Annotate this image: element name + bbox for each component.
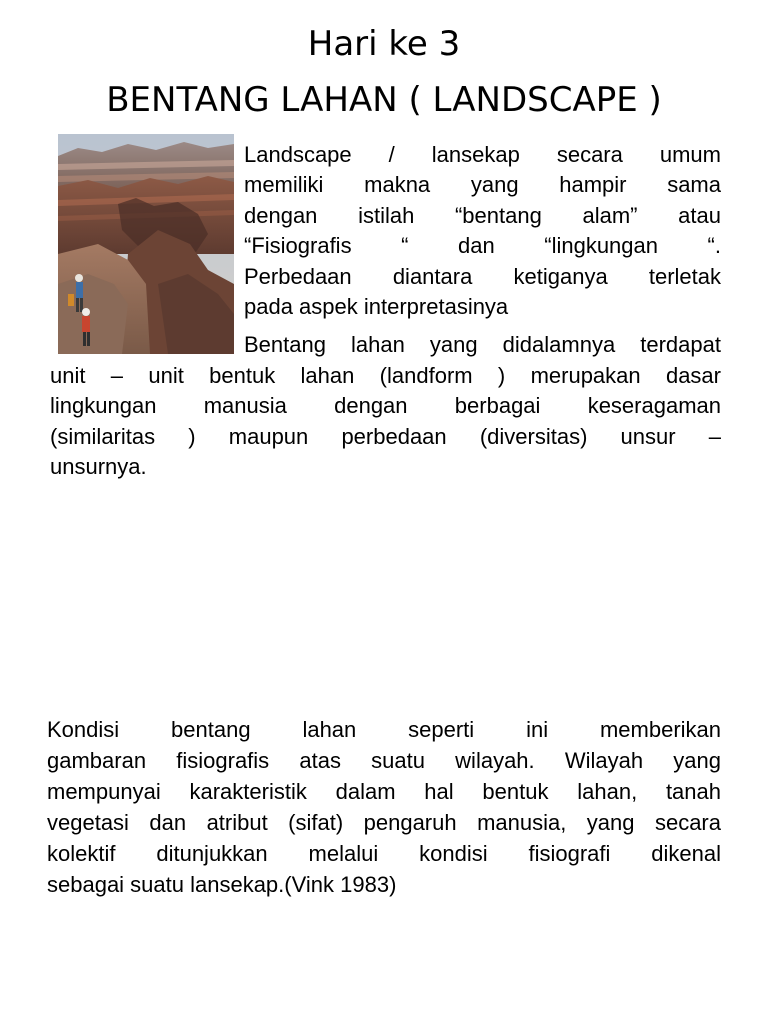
paragraph-1-line: Perbedaan diantara ketiganya terletak: [244, 264, 721, 289]
paragraph-2-line: unsurnya.: [50, 454, 147, 479]
paragraph-3-line: Kondisi bentang lahan seperti ini memberikan: [47, 717, 721, 742]
paragraph-2-line: Bentang lahan yang didalamnya terdapat: [244, 332, 721, 357]
paragraph-2-line: unit – unit bentuk lahan (landform ) merupakan dasar: [50, 363, 721, 388]
paragraph-3-line: kolektif ditunjukkan melalui kondisi fisiografi dikenal: [47, 841, 721, 866]
canyon-landscape-photo: [58, 134, 234, 354]
paragraph-3-line: sebagai suatu lansekap.(Vink 1983): [47, 872, 397, 897]
paragraph-1-line: “Fisiografis “ dan “lingkungan “.: [244, 233, 721, 258]
paragraph-1-line: dengan istilah “bentang alam” atau: [244, 203, 721, 228]
paragraph-3-line: mempunyai karakteristik dalam hal bentuk lahan, tanah: [47, 779, 721, 804]
paragraph-1-line: Landscape / lansekap secara umum: [244, 142, 721, 167]
slide-subtitle: BENTANG LAHAN ( LANDSCAPE ): [106, 80, 662, 120]
paragraph-2-line: (similaritas ) maupun perbedaan (diversitas) unsur –: [50, 424, 721, 449]
paragraph-3-line: vegetasi dan atribut (sifat) pengaruh manusia, yang secara: [47, 810, 721, 835]
paragraph-1-line: pada aspek interpretasinya: [244, 294, 509, 319]
paragraph-3-line: gambaran fisiografis atas suatu wilayah. Wilayah yang: [47, 748, 721, 773]
slide-title: Hari ke 3: [307, 24, 461, 64]
paragraph-1-line: memiliki makna yang hampir sama: [244, 172, 721, 197]
paragraph-2-line: lingkungan manusia dengan berbagai keseragaman: [50, 393, 721, 418]
